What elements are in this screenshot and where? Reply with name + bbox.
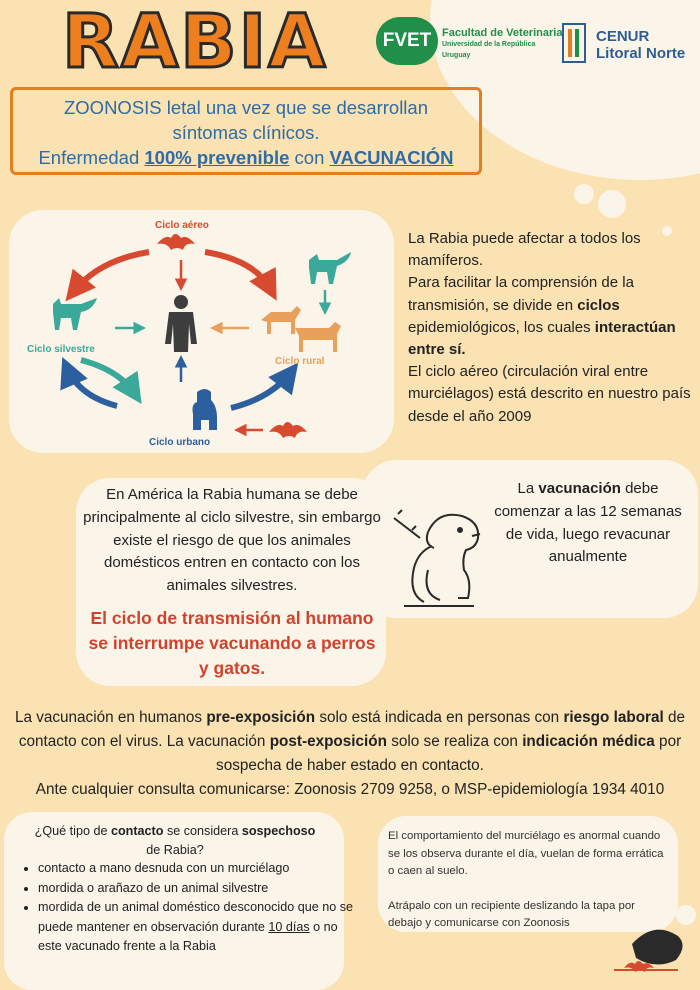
arrow-icon	[81, 360, 135, 394]
contact-info: Ante cualquier consulta comunicarse: Zoonosis 2709 9258, o MSP-epidemiología 1934 4010	[35, 781, 665, 798]
page-title: RABIA	[62, 0, 328, 85]
human-bold: riesgo laboral	[563, 709, 664, 726]
vaccination-text-part: La	[517, 480, 539, 497]
fvet-country: Uruguay	[442, 52, 471, 59]
fvet-logo: FVET	[376, 17, 438, 65]
human-text: La vacunación en humanos	[14, 709, 207, 726]
fvet-name	[442, 28, 562, 61]
arrow-icon	[205, 252, 271, 290]
suspicious-contact-list	[22, 859, 356, 957]
fox-icon	[53, 298, 97, 330]
cycle-diagram	[9, 210, 394, 453]
zoonosis-line2: síntomas clínicos.	[172, 122, 320, 143]
bat-behavior-text	[388, 828, 670, 933]
bat-behavior-p2: Atrápalo con un recipiente deslizando la tapa por debajo y comunicarse con Zoonosis	[388, 899, 635, 929]
zoonosis-bold: VACUNACIÓN	[329, 147, 454, 168]
question-text: se considera	[163, 824, 242, 838]
zoonosis-text: Enfermedad	[38, 147, 145, 168]
cenur-name	[596, 28, 685, 62]
zoonosis-line3	[13, 145, 479, 170]
fox-icon	[309, 252, 351, 284]
label-ciclo-silvestre: Ciclo silvestre	[27, 344, 95, 355]
intro-text: El ciclo aéreo (circulación viral entre murciélagos) está descrito en nuestro país desde el año 2009	[408, 363, 691, 425]
bat-behavior-p1: El comportamiento del murciélago es anormal cuando se los observa durante el día, vuelan de forma errática o caen al suelo.	[388, 830, 664, 877]
list-item-text: mordida de un animal doméstico desconocido que no se puede mantener en observación durante	[38, 900, 354, 934]
intro-text: Para facilitar la comprensión de la transmisión, se divide en	[408, 274, 634, 314]
question-bold: contacto	[110, 824, 164, 838]
intro-text: La Rabia puede afectar a todos los mamíferos.	[408, 230, 641, 270]
intro-text: epidemiológicos, los cuales	[408, 318, 595, 336]
vaccination-bold: vacunación	[538, 480, 621, 497]
label-ciclo-rural: Ciclo rural	[275, 356, 325, 367]
arrow-icon	[231, 372, 291, 408]
bat-icon	[269, 422, 307, 438]
zoonosis-line1: ZOONOSIS letal una vez que se desarrollan	[63, 97, 428, 118]
intro-bold: ciclos	[577, 296, 620, 314]
dog-icon	[193, 389, 218, 430]
human-bold: indicación médica	[522, 733, 655, 750]
container-bat-icon	[610, 922, 688, 980]
america-text: En América la Rabia humana se debe principalmente al ciclo silvestre, sin embargo existe el riesgo de que los animales domésticos entren en contacto con los animales silvestres.	[83, 486, 381, 595]
vaccination-text-part: debe comenzar a las 12 semanas de vida, luego revacunar anualmente	[494, 480, 682, 566]
list-item: • mordida o arañazo de un animal silvestre	[38, 879, 356, 899]
question-text: ¿Qué tipo de	[34, 824, 111, 838]
human-text: solo está indicada en personas con	[315, 709, 564, 726]
fvet-name-text: Facultad de Veterinaria	[442, 27, 563, 39]
zoonosis-bold: 100% prevenible	[144, 147, 290, 168]
list-item-text: o no este vacunado frente a la Rabia	[38, 919, 338, 953]
bat-icon	[157, 234, 195, 250]
human-bold: pre-exposición	[206, 709, 316, 726]
suspicious-contact-question	[16, 822, 334, 860]
zoonosis-box	[10, 87, 482, 175]
human-text: de contacto con el virus. La vacunación	[18, 709, 686, 750]
list-item: • contacto a mano desnuda con un murciélago	[38, 859, 356, 879]
cenur-line2: Litoral Norte	[596, 45, 686, 62]
intro-bold: interactúan entre sí.	[408, 318, 676, 359]
human-icon	[165, 295, 197, 352]
dog-syringe-icon	[388, 502, 496, 614]
human-text: por sospecha de haber estado en contacto.	[216, 733, 682, 774]
label-ciclo-urbano: Ciclo urbano	[149, 437, 211, 448]
arrow-icon	[73, 252, 149, 292]
list-item	[38, 898, 356, 957]
cenur-line1: CENUR	[596, 28, 650, 45]
intro-paragraph	[408, 228, 698, 428]
america-highlight: El ciclo de transmisión al humano se interrumpe vacunando a perros y gatos.	[88, 608, 376, 678]
label-ciclo-aereo: Ciclo aéreo	[155, 220, 209, 231]
question-bold: sospechoso	[241, 824, 316, 838]
human-text: solo se realiza con	[386, 733, 523, 750]
bg-dot	[574, 184, 594, 204]
human-vaccination-paragraph	[0, 706, 700, 802]
cenur-logo-icon	[562, 22, 586, 64]
zoonosis-text: con	[289, 147, 330, 168]
bg-dot	[598, 190, 626, 218]
question-text: de Rabia?	[146, 843, 204, 857]
list-item-underline: 10 días	[268, 919, 310, 934]
human-bold: post-exposición	[269, 733, 387, 750]
vaccination-text	[490, 478, 686, 569]
fvet-university: Universidad de la República	[442, 41, 536, 48]
cow-icon	[295, 322, 341, 352]
horse-icon	[261, 306, 301, 334]
